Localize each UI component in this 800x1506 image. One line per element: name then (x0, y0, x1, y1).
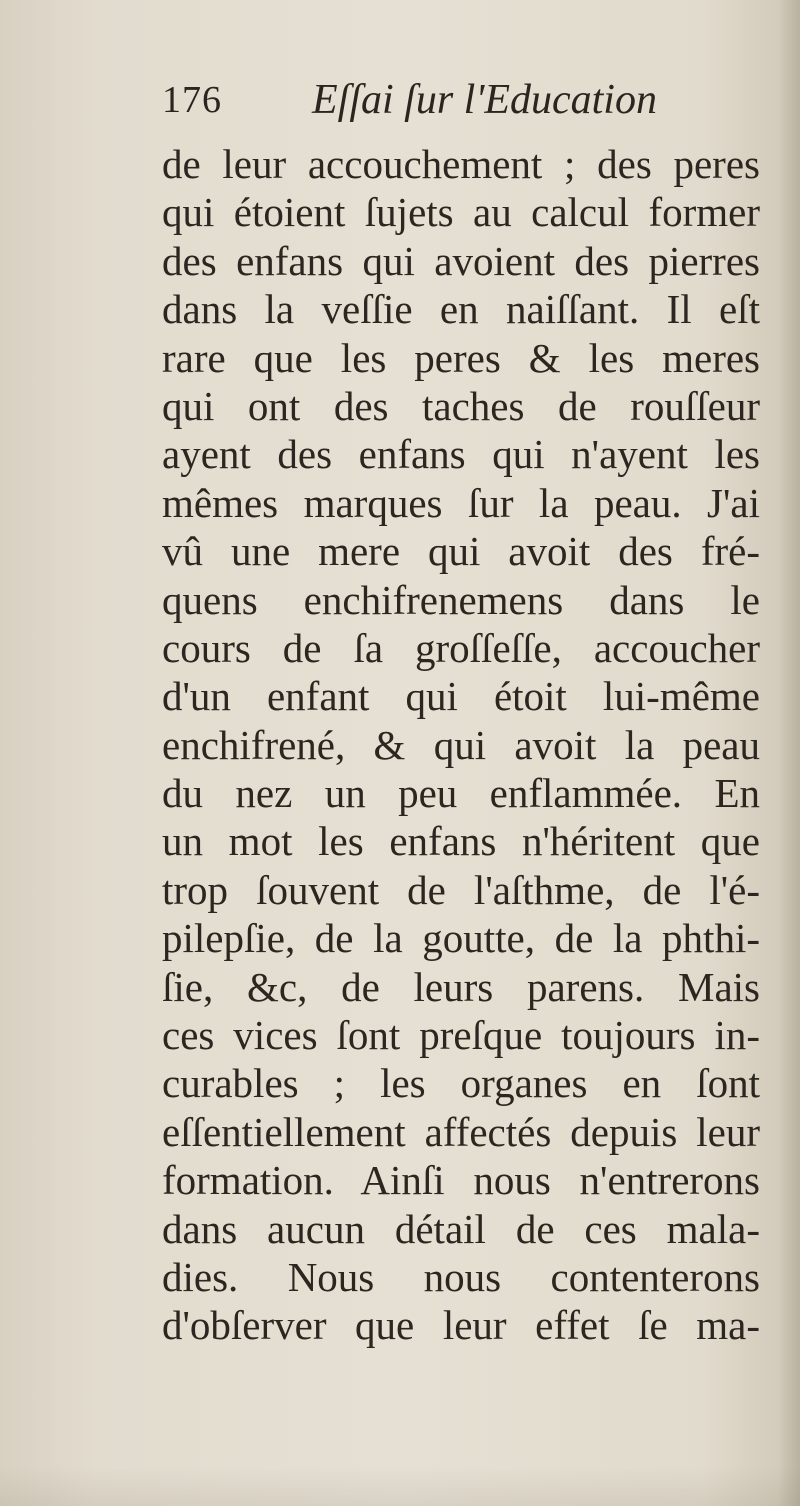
text-line: des enfans qui avoient des pierres (162, 237, 760, 284)
text-line: un mot les enfans n'héritent que (162, 818, 760, 865)
text-line: pilepſie, de la goutte, de la phthi- (162, 915, 760, 962)
text-line: enchifrené, & qui avoit la peau (162, 721, 760, 768)
text-line: rare que les peres & les meres (162, 334, 760, 381)
text-line: quens enchifrenemens dans le (162, 576, 760, 623)
page-number: 176 (162, 79, 222, 121)
text-line: de leur accouchement ; des peres (162, 141, 760, 187)
page-header (150, 72, 760, 128)
running-head: Eſſai ſur l'Education (312, 77, 657, 123)
text-line: d'un enfant qui étoit lui-même (162, 673, 760, 720)
text-line: formation. Ainſi nous n'entrerons (162, 1157, 760, 1204)
page-bottom-shadow (0, 1466, 800, 1506)
page-edge-shadow (778, 0, 800, 1506)
text-line: dies. Nous nous contenterons (162, 1253, 760, 1300)
text-line: d'obſerver que leur effet ſe ma- (162, 1302, 760, 1349)
text-line: mêmes marques ſur la peau. J'ai (162, 479, 760, 526)
text-line: qui ont des taches de rouſſeur (162, 382, 760, 429)
text-line: dans la veſſie en naiſſant. Il eſt (162, 286, 760, 333)
text-line: trop ſouvent de l'aſthme, de l'é- (162, 866, 760, 913)
text-line: eſſentiellement affectés depuis leur (162, 1108, 760, 1155)
text-line: vû une mere qui avoit des fré- (162, 528, 760, 575)
text-line: dans aucun détail de ces mala- (162, 1205, 760, 1252)
text-line: ayent des enfans qui n'ayent les (162, 431, 760, 478)
text-line: cours de ſa groſſeſſe, accoucher (162, 624, 760, 671)
text-line: curables ; les organes en ſont (162, 1060, 760, 1107)
text-line: qui étoient ſujets au calcul former (162, 189, 760, 236)
text-line: ces vices ſont preſque toujours in- (162, 1012, 760, 1059)
body-text (162, 140, 760, 1350)
text-line: du nez un peu enflammée. En (162, 770, 760, 817)
text-line: ſie, &c, de leurs parens. Mais (162, 963, 760, 1010)
